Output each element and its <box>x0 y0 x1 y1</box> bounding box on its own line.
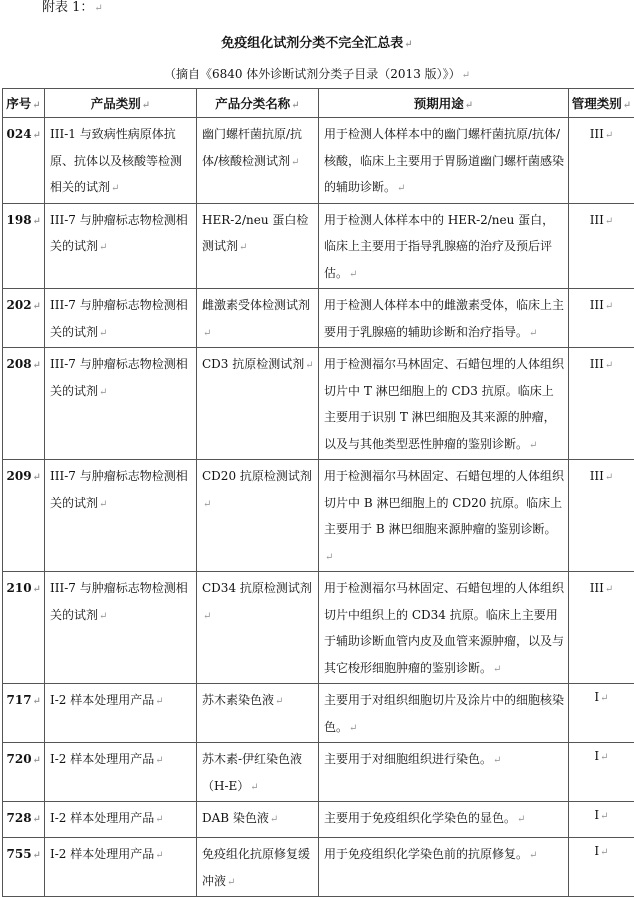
cell-mgmt: I↵ <box>569 743 634 802</box>
table-header-row <box>3 89 634 118</box>
header-name: 产品分类名称↵ <box>197 89 319 118</box>
classification-table <box>2 88 634 897</box>
cell-no: 717↵ <box>3 684 45 743</box>
cell-mgmt: I↵ <box>569 684 634 743</box>
cell-use: 主要用于免疫组织化学染色的显色。↵ <box>319 802 569 838</box>
cell-name: 苏木素染色液↵ <box>197 684 319 743</box>
header-mgmt: 管理类别↵ <box>569 89 634 118</box>
cell-category: I-2 样本处理用产品↵ <box>45 743 197 802</box>
table-row <box>3 348 634 460</box>
cell-mgmt: III↵ <box>569 460 634 572</box>
cell-use: 主要用于对细胞组织进行染色。↵ <box>319 743 569 802</box>
cell-name: HER-2/neu 蛋白检测试剂↵ <box>197 203 319 289</box>
cell-name: 免疫组化抗原修复缓冲液↵ <box>197 838 319 897</box>
cell-mgmt: III↵ <box>569 118 634 204</box>
cell-use: 用于检测福尔马林固定、石蜡包埋的人体组织切片中 B 淋巴细胞上的 CD20 抗原。临床上主要用于 B 淋巴细胞来源肿瘤的鉴别诊断。↵ <box>319 460 569 572</box>
cell-name: 幽门螺杆菌抗原/抗体/核酸检测试剂↵ <box>197 118 319 204</box>
cell-mgmt: III↵ <box>569 289 634 348</box>
header-category: 产品类别↵ <box>45 89 197 118</box>
cell-category: III-7 与肿瘤标志物检测相关的试剂↵ <box>45 348 197 460</box>
header-use: 预期用途↵ <box>319 89 569 118</box>
cell-category: III-7 与肿瘤标志物检测相关的试剂↵ <box>45 203 197 289</box>
table-row <box>3 684 634 743</box>
cell-category: I-2 样本处理用产品↵ <box>45 684 197 743</box>
cell-mgmt: I↵ <box>569 838 634 897</box>
cell-use: 主要用于对组织细胞切片及涂片中的细胞核染色。↵ <box>319 684 569 743</box>
cell-name: CD20 抗原检测试剂↵ <box>197 460 319 572</box>
cell-no: 728↵ <box>3 802 45 838</box>
table-title: 免疫组化试剂分类不完全汇总表↵ <box>0 35 634 54</box>
cell-no: 210↵ <box>3 572 45 684</box>
cell-name: DAB 染色液↵ <box>197 802 319 838</box>
table-row <box>3 118 634 204</box>
cell-mgmt: III↵ <box>569 348 634 460</box>
cell-category: I-2 样本处理用产品↵ <box>45 838 197 897</box>
table-subtitle: （摘自《6840 体外诊断试剂分类子目录（2013 版）》）↵ <box>0 66 634 84</box>
cell-use: 用于检测福尔马林固定、石蜡包埋的人体组织切片中组织上的 CD34 抗原。临床上主要用于辅助诊断血管内皮及血管来源肿瘤，以及与其它梭形细胞肿瘤的鉴别诊断。↵ <box>319 572 569 684</box>
header-no: 序号↵ <box>3 89 45 118</box>
cell-no: 202↵ <box>3 289 45 348</box>
cell-no: 755↵ <box>3 838 45 897</box>
cell-use: 用于检测人体样本中的 HER-2/neu 蛋白，临床上主要用于指导乳腺癌的治疗及预后评估。↵ <box>319 203 569 289</box>
table-row <box>3 460 634 572</box>
cell-use: 用于检测福尔马林固定、石蜡包埋的人体组织切片中 T 淋巴细胞上的 CD3 抗原。临床上主要用于识别 T 淋巴细胞及其来源的肿瘤，以及与其他类型恶性肿瘤的鉴别诊断。↵ <box>319 348 569 460</box>
cell-category: I-2 样本处理用产品↵ <box>45 802 197 838</box>
cell-category: III-7 与肿瘤标志物检测相关的试剂↵ <box>45 572 197 684</box>
cell-no: 209↵ <box>3 460 45 572</box>
cell-name: 雌激素受体检测试剂↵ <box>197 289 319 348</box>
table-row <box>3 289 634 348</box>
cell-use: 用于检测人体样本中的幽门螺杆菌抗原/抗体/核酸，临床上主要用于胃肠道幽门螺杆菌感染的辅助诊断。↵ <box>319 118 569 204</box>
table-row <box>3 572 634 684</box>
table-row <box>3 203 634 289</box>
cell-name: CD34 抗原检测试剂↵ <box>197 572 319 684</box>
cell-no: 720↵ <box>3 743 45 802</box>
cell-no: 198↵ <box>3 203 45 289</box>
cell-name: 苏木素-伊红染色液（H-E）↵ <box>197 743 319 802</box>
cell-no: 024↵ <box>3 118 45 204</box>
cell-mgmt: III↵ <box>569 572 634 684</box>
cell-name: CD3 抗原检测试剂↵ <box>197 348 319 460</box>
cell-mgmt: III↵ <box>569 203 634 289</box>
cell-no: 208↵ <box>3 348 45 460</box>
cell-category: III-1 与致病性病原体抗原、抗体以及核酸等检测相关的试剂↵ <box>45 118 197 204</box>
cell-use: 用于免疫组织化学染色前的抗原修复。↵ <box>319 838 569 897</box>
appendix-label: 附表 1：↵ <box>42 0 103 17</box>
cell-category: III-7 与肿瘤标志物检测相关的试剂↵ <box>45 460 197 572</box>
cell-category: III-7 与肿瘤标志物检测相关的试剂↵ <box>45 289 197 348</box>
table-row <box>3 838 634 897</box>
cell-mgmt: I↵ <box>569 802 634 838</box>
table-row <box>3 743 634 802</box>
cell-use: 用于检测人体样本中的雌激素受体，临床上主要用于乳腺癌的辅助诊断和治疗指导。↵ <box>319 289 569 348</box>
